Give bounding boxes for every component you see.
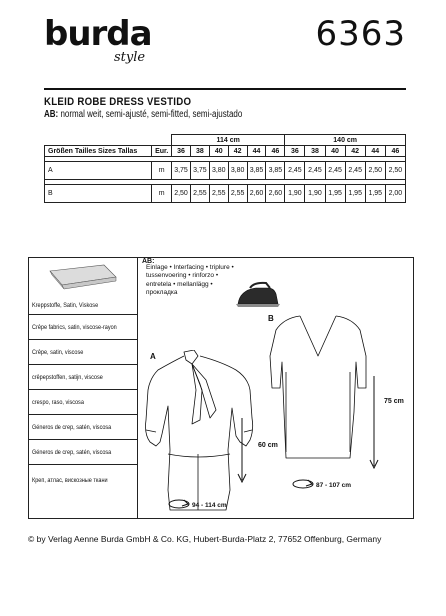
yardage-cell: 3,80 bbox=[228, 162, 247, 180]
yardage-cell: 1,95 bbox=[325, 185, 345, 203]
table-row-b bbox=[45, 185, 406, 203]
yardage-cell: 2,55 bbox=[190, 185, 209, 203]
pattern-number: 6363 bbox=[315, 14, 406, 54]
length-arrow-a-icon bbox=[236, 418, 248, 488]
size-cell: 44 bbox=[247, 146, 266, 157]
fabric-row-it: crespo, raso, viscosa bbox=[28, 390, 137, 415]
fabric-row-de: Kreppstoffe, Satin, Viskose bbox=[28, 285, 137, 315]
size-cell: 38 bbox=[305, 146, 325, 157]
yardage-table bbox=[44, 134, 406, 203]
size-cell: 44 bbox=[365, 146, 385, 157]
interfacing-text: Einlage • Interfacing • triplure • tussenvoering • rinforzo • entretela • mellanlägg • прокладка bbox=[146, 264, 234, 297]
view-cell: A bbox=[45, 162, 152, 180]
yardage-cell: 2,55 bbox=[209, 185, 228, 203]
table-row-a bbox=[45, 162, 406, 180]
view-b-length: 75 cm bbox=[384, 398, 404, 405]
size-cell: 36 bbox=[285, 146, 305, 157]
size-cell: 40 bbox=[209, 146, 228, 157]
unit-cell: m bbox=[152, 162, 172, 180]
size-cell: 46 bbox=[266, 146, 285, 157]
fabric-row-fr: Crêpe, satin, viscose bbox=[28, 340, 137, 365]
yardage-cell: 3,85 bbox=[247, 162, 266, 180]
fabric-row-sv: Géneros de crep, satén, viscosa bbox=[28, 440, 137, 465]
yardage-cell: 3,85 bbox=[266, 162, 285, 180]
view-b-drawing bbox=[268, 312, 368, 472]
yardage-cell: 2,50 bbox=[172, 185, 191, 203]
yardage-cell: 2,60 bbox=[266, 185, 285, 203]
yardage-cell: 2,45 bbox=[325, 162, 345, 180]
yardage-cell: 3,75 bbox=[172, 162, 191, 180]
size-header-row bbox=[45, 146, 406, 157]
width-140-header: 140 cm bbox=[285, 135, 406, 146]
fabric-row-es: Géneros de crep, satén, viscosa bbox=[28, 415, 137, 440]
view-b-width: 87 - 107 cm bbox=[316, 482, 352, 489]
fabric-row-nl: crêpepstoffen, satijn, viscose bbox=[28, 365, 137, 390]
yardage-cell: 1,95 bbox=[365, 185, 385, 203]
fabric-suggestions bbox=[28, 257, 138, 519]
width-loop-b-icon bbox=[292, 478, 314, 490]
view-a-label: A bbox=[150, 352, 156, 361]
view-cell: B bbox=[45, 185, 152, 203]
yardage-cell: 2,45 bbox=[305, 162, 325, 180]
yardage-cell: 1,95 bbox=[345, 185, 365, 203]
logo-burda: burda bbox=[44, 14, 152, 54]
size-label: Größen Tailles Sizes Tallas bbox=[45, 146, 152, 157]
size-cell: 42 bbox=[228, 146, 247, 157]
length-arrow-b-icon bbox=[368, 376, 380, 472]
size-cell: 38 bbox=[190, 146, 209, 157]
fabric-row-ru: Креп, атлас, вискозные ткани bbox=[32, 477, 108, 484]
fit-views: AB: bbox=[44, 109, 59, 120]
header-rule bbox=[44, 88, 406, 90]
yardage-cell: 1,90 bbox=[285, 185, 305, 203]
yardage-cell: 1,90 bbox=[305, 185, 325, 203]
iron-icon bbox=[232, 280, 282, 310]
unit-header: Eur. bbox=[152, 146, 172, 157]
garment-title: KLEID ROBE DRESS VESTIDO bbox=[44, 96, 192, 108]
view-b-label: B bbox=[268, 314, 274, 323]
size-cell: 40 bbox=[325, 146, 345, 157]
interfacing-views: AB: bbox=[142, 258, 155, 265]
yardage-cell: 2,45 bbox=[345, 162, 365, 180]
yardage-cell: 2,50 bbox=[365, 162, 385, 180]
size-cell: 36 bbox=[172, 146, 191, 157]
view-a-width: 94 - 114 cm bbox=[192, 502, 227, 509]
yardage-cell: 2,00 bbox=[385, 185, 405, 203]
yardage-cell: 3,80 bbox=[209, 162, 228, 180]
view-a-length: 60 cm bbox=[258, 442, 278, 449]
fabric-row-en: Crêpe fabrics, satin, viscose-rayon bbox=[28, 315, 137, 340]
yardage-cell: 2,55 bbox=[228, 185, 247, 203]
yardage-cell: 2,50 bbox=[385, 162, 405, 180]
yardage-cell: 2,45 bbox=[285, 162, 305, 180]
copyright-footer: © by Verlag Aenne Burda GmbH & Co. KG, Hubert-Burda-Platz 2, 77652 Offenburg, Germany bbox=[28, 534, 382, 544]
width-header-row bbox=[45, 135, 406, 146]
burda-style-logo bbox=[44, 14, 174, 74]
fit-description bbox=[44, 109, 242, 120]
unit-cell: m bbox=[152, 185, 172, 203]
yardage-cell: 2,60 bbox=[247, 185, 266, 203]
width-loop-a-icon bbox=[168, 498, 190, 510]
fit-text: normal weit, semi-ajusté, semi-fitted, semi-ajustado bbox=[58, 109, 243, 120]
size-cell: 42 bbox=[345, 146, 365, 157]
yardage-cell: 3,75 bbox=[190, 162, 209, 180]
logo-style: style bbox=[114, 50, 146, 65]
size-cell: 46 bbox=[385, 146, 405, 157]
width-114-header: 114 cm bbox=[172, 135, 285, 146]
